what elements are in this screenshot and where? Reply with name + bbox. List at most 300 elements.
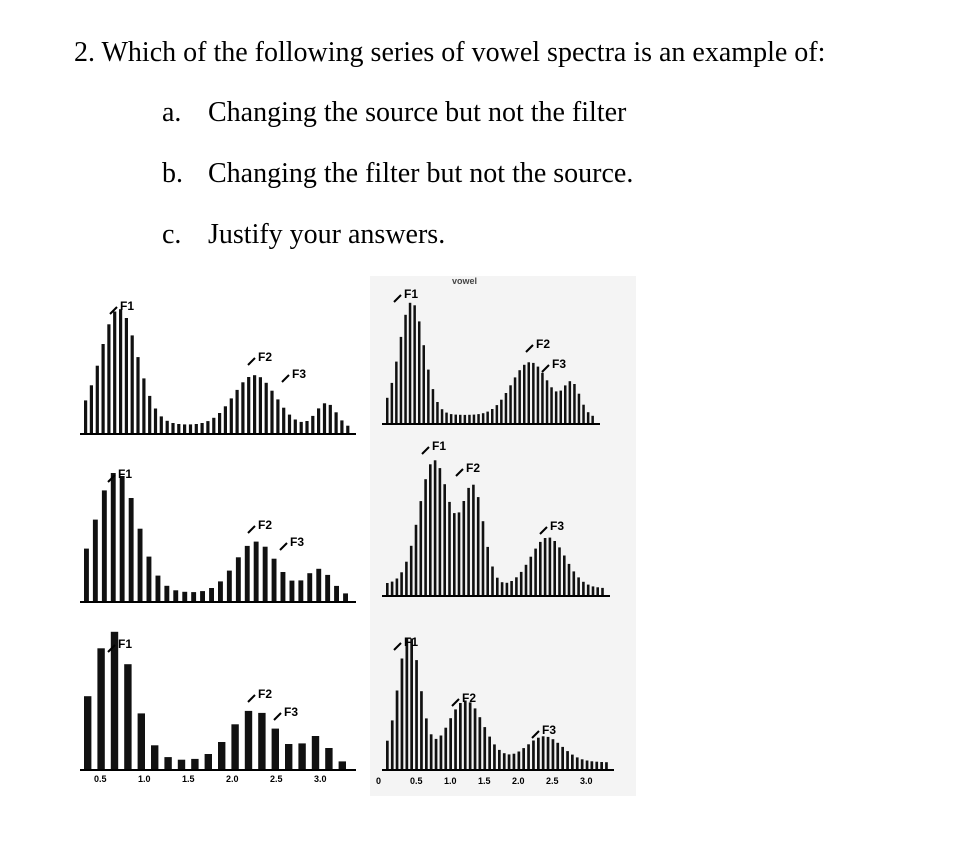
spectrum-bar <box>409 303 412 424</box>
spectrum-bar <box>520 572 523 596</box>
spectrum-bar <box>600 762 603 770</box>
spectrum-bar <box>395 362 398 424</box>
spectrum-bar <box>582 582 585 596</box>
spectrum-bar <box>534 549 537 596</box>
spectrum-bar <box>231 724 238 770</box>
formant-label: F1 <box>404 287 419 301</box>
spectrum-bar <box>596 587 599 596</box>
spectrum-bar <box>316 569 321 602</box>
spectrum-bar <box>434 460 437 596</box>
formant-label: F2 <box>466 461 481 475</box>
spectrum-bar <box>113 312 116 435</box>
formant-label: F3 <box>292 367 307 381</box>
formant-label: F1 <box>118 637 133 651</box>
spectrum-bar <box>488 737 491 770</box>
spectrum-bar <box>96 366 99 434</box>
formant-label: F1 <box>118 467 133 481</box>
spectrum-bar <box>448 502 451 596</box>
spectrum-bar <box>290 581 295 602</box>
spectrum-bar <box>405 562 408 596</box>
spectrum-bar <box>586 761 589 771</box>
spectrum-bar <box>415 660 418 770</box>
spectrum-bar <box>259 377 262 434</box>
spectrum-bar <box>125 318 128 434</box>
spectrum-bar <box>556 743 559 770</box>
formant-label: F1 <box>404 635 419 649</box>
spectrum-bar <box>505 393 508 424</box>
spectrum-bar <box>555 391 558 424</box>
spectrum-bar <box>265 383 268 434</box>
x-tick-label: 1.0 <box>444 776 457 786</box>
spectrum-bar <box>510 581 513 596</box>
spectrum-bar <box>195 424 198 434</box>
spectrum-bar <box>430 734 433 770</box>
formant-label: F3 <box>284 705 299 719</box>
spectrum-bar <box>298 743 305 770</box>
spectrum-bar <box>482 521 485 596</box>
spectrum-bar <box>183 424 186 434</box>
formant-marker <box>452 699 459 706</box>
formant-marker <box>282 375 289 382</box>
spectrum-bar <box>454 709 457 770</box>
spectrum-bar <box>445 413 448 424</box>
spectrum-bar <box>138 529 143 602</box>
spectrum-bar <box>212 418 215 434</box>
spectrum-bar <box>525 565 528 596</box>
option-c <box>162 218 633 279</box>
spectrum-bar <box>245 546 250 602</box>
spectrum-bar <box>483 727 486 770</box>
option-text: Changing the filter but not the source. <box>208 158 634 189</box>
spectrum-bar <box>539 542 542 596</box>
spectrum-bar <box>325 748 332 770</box>
spectrum-bar <box>424 479 427 596</box>
spectrum-bar <box>334 586 339 602</box>
spectrum-bar <box>138 713 145 770</box>
spectrum-bar <box>329 405 332 434</box>
x-tick-label: 0.5 <box>410 776 423 786</box>
spectrum-bar <box>582 405 585 424</box>
spectrum-bar <box>477 414 480 424</box>
spectrum-bar <box>469 702 472 770</box>
spectrum-bar <box>440 736 443 771</box>
spectrum-bar <box>468 415 471 424</box>
spectrum-graph <box>80 467 356 602</box>
spectrum-bar <box>227 571 232 602</box>
spectrum-bar <box>136 357 139 434</box>
spectrum-bar <box>420 501 423 596</box>
spectrum-bar <box>435 739 438 770</box>
spectrum-graph <box>382 635 614 770</box>
spectrum-bar <box>147 557 152 602</box>
option-letter: b. <box>162 158 183 189</box>
spectrum-bar <box>477 497 480 596</box>
spectrum-bar <box>253 375 256 434</box>
spectrum-bar <box>247 377 250 434</box>
spectrum-bar <box>396 579 399 597</box>
spectrum-bar <box>386 398 389 424</box>
spectrum-bar <box>486 412 489 424</box>
spectrum-bar <box>124 664 131 770</box>
formant-label: F3 <box>542 723 557 737</box>
spectra-left-image <box>70 278 360 798</box>
spectrum-bar <box>230 398 233 434</box>
spectrum-bar <box>206 421 209 434</box>
spectrum-bar <box>532 363 535 424</box>
spectrum-bar <box>241 382 244 434</box>
spectrum-bar <box>587 585 590 596</box>
spectrum-bar <box>177 424 180 434</box>
formant-marker <box>542 365 549 372</box>
spectrum-bar <box>523 365 526 424</box>
spectrum-bar <box>200 591 205 602</box>
spectrum-bar <box>410 638 413 770</box>
spectrum-bar <box>148 396 151 434</box>
spectrum-bar <box>294 420 297 435</box>
formant-label: F1 <box>432 439 447 453</box>
formant-marker <box>456 469 463 476</box>
spectrum-bar <box>173 590 178 602</box>
spectrum-bar <box>201 423 204 434</box>
spectrum-bar <box>450 414 453 424</box>
spectrum-bar <box>317 408 320 434</box>
formant-marker <box>280 543 287 550</box>
spectrum-bar <box>541 373 544 424</box>
spectrum-bar <box>546 380 549 424</box>
spectrum-bar <box>413 305 416 424</box>
spectrum-bar <box>578 394 581 424</box>
spectrum-bar <box>467 488 470 596</box>
spectrum-bar <box>566 751 569 770</box>
spectrum-bar <box>473 415 476 424</box>
formant-marker <box>248 358 255 365</box>
formant-label: F2 <box>258 687 273 701</box>
spectrum-bar <box>509 385 512 424</box>
spectrum-bar <box>542 736 545 770</box>
spectrum-graph <box>382 287 600 424</box>
spectrum-bar <box>415 525 418 596</box>
spectrum-bar <box>458 512 461 596</box>
spectrum-bar <box>410 546 413 596</box>
spectrum-bar <box>581 759 584 770</box>
x-tick-label: 2.5 <box>270 774 283 784</box>
x-tick-label: 0.5 <box>94 774 107 784</box>
spectrum-bar <box>325 575 330 602</box>
spectrum-bar <box>459 703 462 770</box>
spectrum-bar <box>111 632 118 770</box>
spectrum-bar <box>254 542 259 602</box>
spectrum-bar <box>552 739 555 770</box>
spectrum-bar <box>464 415 467 424</box>
spectrum-bar <box>236 390 239 434</box>
spectra-right-panel <box>370 276 636 796</box>
spectrum-bar <box>258 713 265 770</box>
spectrum-bar <box>142 378 145 434</box>
spectrum-bar <box>474 708 477 770</box>
spectrum-bar <box>514 377 517 424</box>
x-tick-label: 3.0 <box>314 774 327 784</box>
spectrum-bar <box>425 718 428 770</box>
spectrum-bar <box>518 370 521 424</box>
spectrum-bar <box>129 498 134 602</box>
formant-label: F2 <box>258 518 273 532</box>
spectrum-bar <box>537 367 540 424</box>
spectra-left-panel <box>70 278 360 798</box>
x-tick-label: 3.0 <box>580 776 593 786</box>
spectrum-bar <box>506 583 509 596</box>
spectrum-bar <box>218 413 221 434</box>
panel-header: vowel <box>452 276 478 286</box>
spectrum-bar <box>276 399 279 434</box>
spectrum-bar <box>576 757 579 770</box>
spectrum-graph <box>80 632 356 770</box>
spectrum-bar <box>84 400 87 434</box>
spectrum-bar <box>406 638 409 770</box>
spectrum-bar <box>107 324 110 434</box>
spectrum-bar <box>285 744 292 770</box>
spectrum-bar <box>544 538 547 596</box>
spectrum-bar <box>568 564 571 596</box>
spectrum-bar <box>298 580 303 602</box>
spectrum-bar <box>439 468 442 596</box>
spectrum-bar <box>553 541 556 596</box>
x-tick-label: 2.0 <box>226 774 239 784</box>
spectrum-bar <box>391 383 394 424</box>
option-b <box>162 157 633 218</box>
spectrum-bar <box>518 752 521 771</box>
spectrum-bar <box>311 416 314 434</box>
spectrum-bar <box>591 761 594 770</box>
spectrum-bar <box>312 736 319 770</box>
spectrum-bar <box>449 718 452 770</box>
spectrum-bar <box>245 711 252 770</box>
spectrum-bar <box>601 588 604 596</box>
formant-marker <box>394 295 401 302</box>
spectrum-bar <box>493 744 496 770</box>
spectrum-bar <box>281 572 286 602</box>
spectrum-bar <box>339 761 346 770</box>
spectrum-bar <box>84 696 91 770</box>
spectrum-bar <box>427 370 430 424</box>
spectrum-bar <box>102 490 107 602</box>
option-text: Changing the source but not the filter <box>208 97 627 128</box>
formant-marker <box>274 713 281 720</box>
formant-label: F3 <box>552 357 567 371</box>
spectrum-bar <box>550 387 553 424</box>
spectrum-bar <box>605 762 608 770</box>
formant-marker <box>422 447 429 454</box>
spectrum-bar <box>171 423 174 434</box>
x-tick-label: 2.5 <box>546 776 559 786</box>
spectrum-bar <box>528 362 531 424</box>
spectrum-bar <box>151 745 158 770</box>
spectrum-bar <box>569 381 572 424</box>
spectrum-bar <box>491 409 494 424</box>
spectrum-bar <box>272 729 279 770</box>
formant-marker <box>540 527 547 534</box>
spectrum-bar <box>305 421 308 434</box>
spectrum-bar <box>459 415 462 424</box>
spectrum-bar <box>503 753 506 770</box>
spectrum-bar <box>391 720 394 770</box>
spectrum-bar <box>577 577 580 596</box>
spectrum-bar <box>563 556 566 597</box>
spectrum-bar <box>455 415 458 424</box>
spectrum-bar <box>191 759 198 770</box>
spectrum-bar <box>97 648 104 770</box>
spectrum-bar <box>164 586 169 602</box>
spectrum-bar <box>571 755 574 770</box>
formant-label: F3 <box>290 535 305 549</box>
spectrum-bar <box>160 416 163 434</box>
formant-label: F3 <box>550 519 565 533</box>
spectrum-bar <box>340 420 343 434</box>
spectrum-bar <box>530 557 533 596</box>
spectrum-bar <box>423 345 426 424</box>
spectrum-bar <box>323 403 326 434</box>
spectrum-bar <box>191 592 196 602</box>
spectrum-bar <box>288 415 291 434</box>
spectrum-bar <box>420 691 423 770</box>
spectrum-bar <box>102 344 105 434</box>
spectrum-bar <box>479 717 482 770</box>
x-tick-label: 1.0 <box>138 774 151 784</box>
spectrum-graph <box>382 439 610 596</box>
spectrum-bar <box>335 412 338 434</box>
spectrum-bar <box>391 582 394 596</box>
formant-marker <box>394 643 401 650</box>
spectrum-bar <box>166 421 169 434</box>
spectrum-bar <box>386 741 389 770</box>
spectrum-bar <box>496 578 499 596</box>
spectrum-bar <box>111 473 116 602</box>
formant-label: F1 <box>120 299 135 313</box>
spectrum-bar <box>396 691 399 771</box>
spectrum-bar <box>508 754 511 770</box>
spectrum-bar <box>401 659 404 771</box>
spectrum-bar <box>300 422 303 434</box>
formant-label: F2 <box>462 691 477 705</box>
spectrum-bar <box>120 476 125 602</box>
spectrum-bar <box>515 577 518 596</box>
spectrum-bar <box>472 485 475 596</box>
spectrum-bar <box>436 402 439 424</box>
spectrum-bar <box>486 547 489 596</box>
x-tick-label: 1.5 <box>478 776 491 786</box>
spectrum-bar <box>307 573 312 602</box>
formant-marker <box>248 695 255 702</box>
formant-label: F2 <box>258 350 273 364</box>
spectrum-bar <box>205 754 212 770</box>
formant-marker <box>532 731 539 738</box>
spectrum-bar <box>189 424 192 434</box>
x-tick-label: 2.0 <box>512 776 525 786</box>
spectrum-bar <box>90 385 93 434</box>
spectrum-bar <box>592 586 595 596</box>
spectrum-bar <box>400 572 403 596</box>
spectrum-graph <box>80 299 356 434</box>
option-text: Justify your answers. <box>208 219 446 250</box>
spectrum-bar <box>270 391 273 434</box>
spectrum-bar <box>218 742 225 770</box>
spectra-right-image <box>370 276 636 796</box>
spectrum-bar <box>224 406 227 434</box>
spectrum-bar <box>444 728 447 770</box>
spectrum-bar <box>532 741 535 771</box>
spectrum-bar <box>463 501 466 596</box>
spectrum-bar <box>500 400 503 424</box>
spectrum-bar <box>513 754 516 770</box>
spectrum-bar <box>498 750 501 770</box>
spectrum-bar <box>154 409 157 435</box>
spectrum-bar <box>432 389 435 424</box>
spectrum-bar <box>564 385 567 424</box>
spectrum-bar <box>236 557 241 602</box>
spectrum-bar <box>595 762 598 770</box>
spectrum-bar <box>453 513 456 596</box>
spectrum-bar <box>209 588 214 602</box>
option-letter: c. <box>162 219 182 250</box>
spectrum-bar <box>182 592 187 602</box>
spectrum-bar <box>443 484 446 596</box>
spectrum-bar <box>537 738 540 770</box>
spectrum-bar <box>404 315 407 424</box>
spectrum-bar <box>93 520 98 602</box>
option-letter: a. <box>162 97 182 128</box>
spectrum-bar <box>441 409 444 424</box>
spectrum-bar <box>573 571 576 596</box>
formant-marker <box>526 345 533 352</box>
spectrum-bar <box>561 747 564 770</box>
spectrum-bar <box>343 593 348 602</box>
options-list <box>162 96 633 279</box>
spectrum-bar <box>558 547 561 596</box>
x-tick-label: 0 <box>376 776 382 786</box>
spectrum-bar <box>272 559 277 602</box>
option-a <box>162 96 633 157</box>
spectrum-bar <box>491 567 494 597</box>
spectrum-bar <box>84 549 89 602</box>
spectrum-bar <box>282 408 285 434</box>
spectrum-bar <box>482 413 485 424</box>
spectrum-bar <box>131 335 134 434</box>
spectrum-bar <box>501 582 504 596</box>
spectrum-bar <box>263 547 268 602</box>
x-tick-label: 1.5 <box>182 774 195 784</box>
spectrum-bar <box>429 464 432 596</box>
spectrum-bar <box>591 416 594 424</box>
spectrum-bar <box>156 576 161 602</box>
spectrum-bar <box>527 744 530 770</box>
spectrum-bar <box>218 581 223 602</box>
spectrum-bar <box>573 384 576 424</box>
spectrum-bar <box>119 309 122 434</box>
spectrum-bar <box>164 757 171 770</box>
spectrum-bar <box>400 337 403 424</box>
spectrum-bar <box>549 538 552 596</box>
formant-label: F2 <box>536 337 551 351</box>
spectrum-bar <box>560 391 563 424</box>
spectrum-bar <box>418 321 421 424</box>
spectrum-bar <box>346 426 349 434</box>
spectrum-bar <box>178 760 185 770</box>
spectrum-bar <box>386 583 389 596</box>
spectrum-bar <box>547 737 550 770</box>
spectrum-bar <box>587 412 590 424</box>
question-text: 2. Which of the following series of vowel spectra is an example of: <box>74 37 826 68</box>
spectrum-bar <box>496 405 499 424</box>
formant-marker <box>248 526 255 533</box>
